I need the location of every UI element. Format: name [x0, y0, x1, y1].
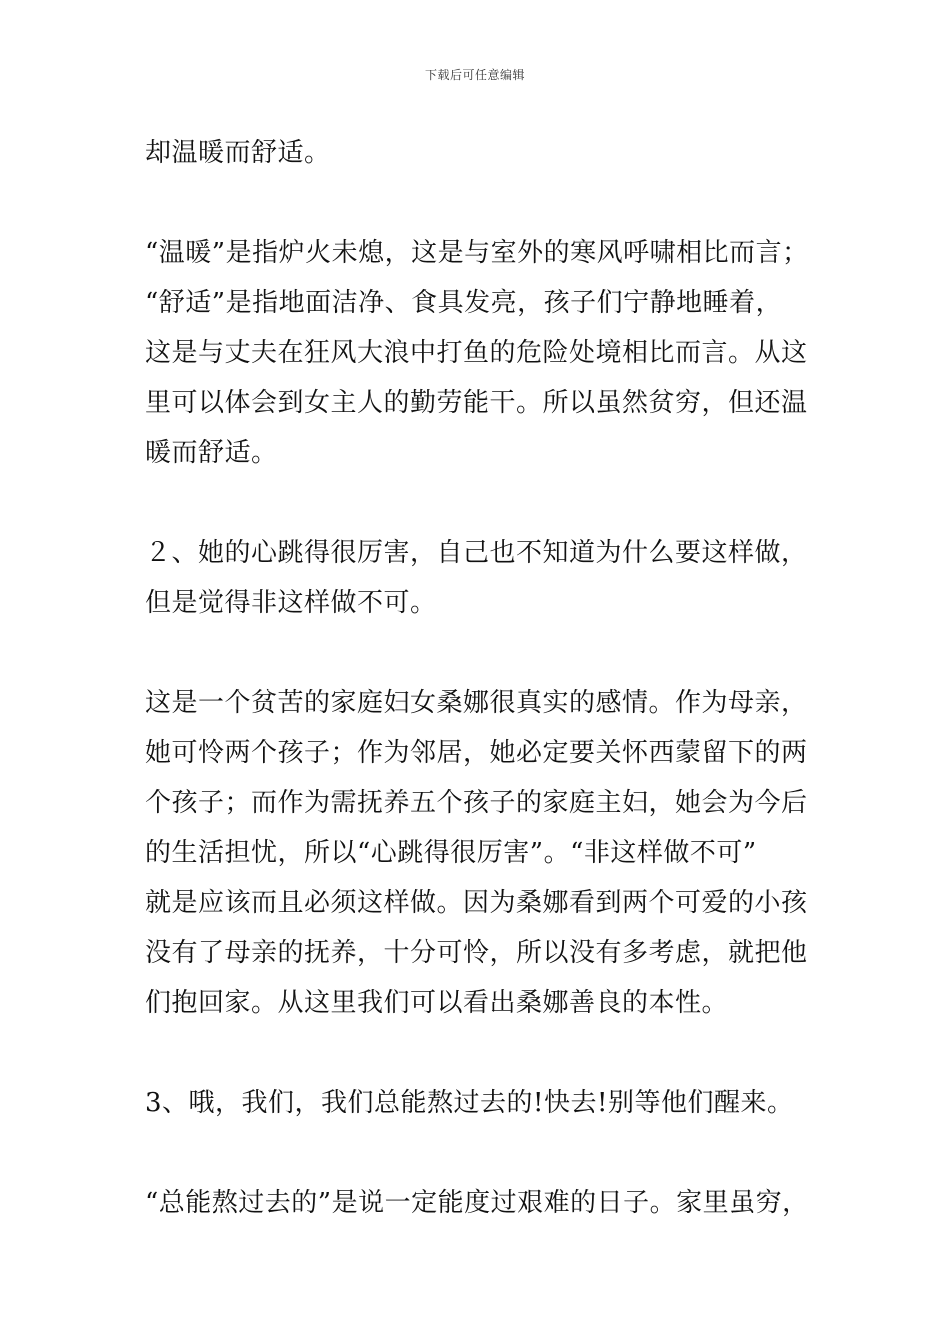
text-line: 个孩子；而作为需抚养五个孩子的家庭主妇，她会为今后 [145, 788, 808, 818]
paragraph-gap [145, 178, 810, 228]
paragraph-gap [145, 1128, 810, 1178]
text-line: 没有了母亲的抚养，十分可怜，所以没有多考虑，就把他 [145, 938, 808, 968]
text-line: “温暖”是指炉火未熄，这是与室外的寒风呼啸相比而言； [145, 238, 809, 268]
paragraph-gap [145, 1028, 810, 1078]
document-body [145, 128, 810, 1228]
paragraph [145, 528, 810, 628]
text-line: 们抱回家。从这里我们可以看出桑娜善良的本性。 [145, 988, 729, 1018]
paragraph [145, 1078, 810, 1128]
text-line: ２、她的心跳得很厉害，自己也不知道为什么要这样做， [145, 538, 808, 568]
paragraph-gap [145, 478, 810, 528]
paragraph [145, 678, 810, 1028]
paragraph [145, 128, 810, 178]
text-line: 就是应该而且必须这样做。因为桑娜看到两个可爱的小孩 [145, 888, 808, 918]
text-line: 但是觉得非这样做不可。 [145, 588, 437, 618]
text-line: 她可怜两个孩子；作为邻居，她必定要关怀西蒙留下的两 [145, 738, 808, 768]
paragraph-gap [145, 628, 810, 678]
text-line: 3、哦，我们，我们总能熬过去的!快去!别等他们醒来。 [145, 1088, 794, 1118]
text-line: “总能熬过去的”是说一定能度过艰难的日子。家里虽穷， [145, 1188, 809, 1218]
text-line: 这是一个贫苦的家庭妇女桑娜很真实的感情。作为母亲， [145, 688, 808, 718]
paragraph [145, 228, 810, 478]
text-line: 却温暖而舒适。 [145, 138, 331, 168]
page-header: 下载后可任意编辑 [424, 68, 525, 82]
text-line: 暖而舒适。 [145, 438, 278, 468]
text-line: 里可以体会到女主人的勤劳能干。所以虽然贫穷，但还温 [145, 388, 808, 418]
paragraph [145, 1178, 810, 1228]
text-line: 的生活担忧，所以“心跳得很厉害”。“非这样做不可” [145, 838, 757, 868]
text-line: “舒适”是指地面洁净、食具发亮，孩子们宁静地睡着， [145, 288, 783, 318]
text-line: 这是与丈夫在狂风大浪中打鱼的危险处境相比而言。从这 [145, 338, 808, 368]
